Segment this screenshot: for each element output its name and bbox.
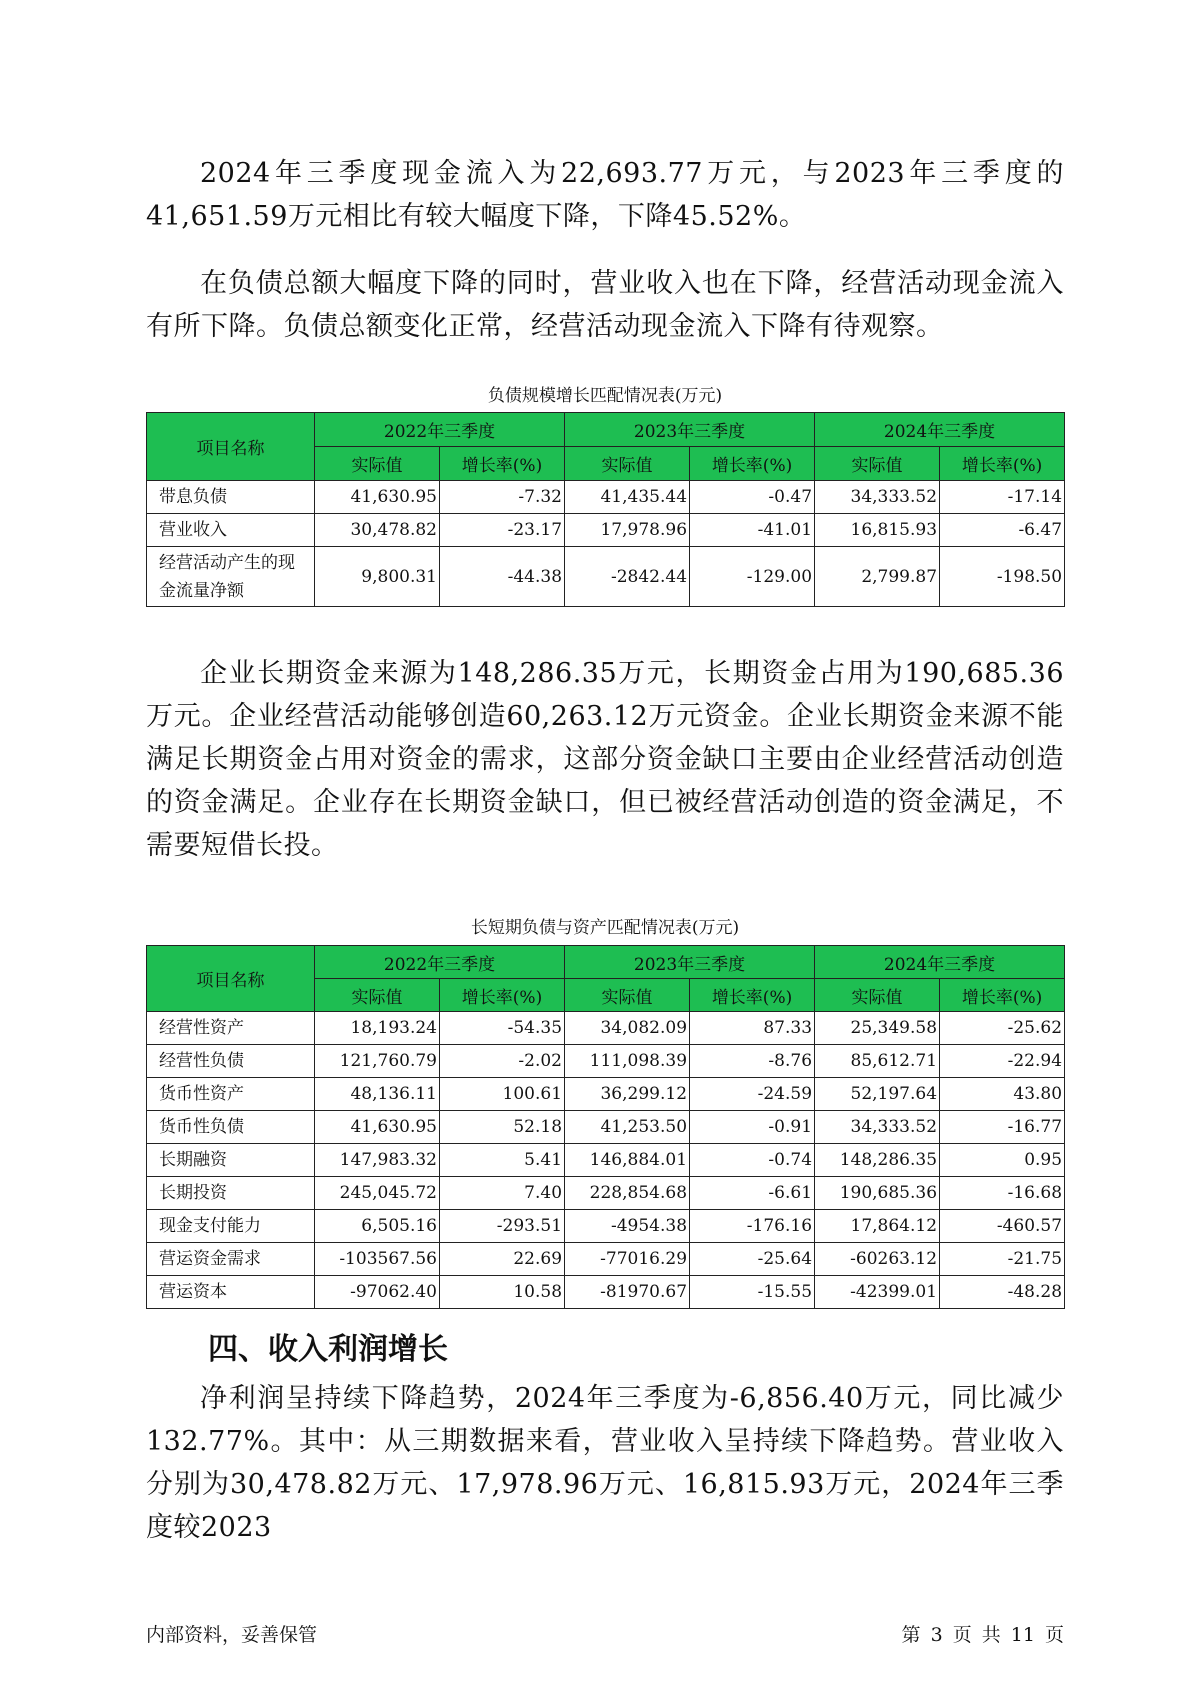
header-period: 2023年三季度 (565, 946, 815, 979)
cell-value: 30,478.82 (315, 514, 440, 547)
cell-value: -4954.38 (565, 1210, 690, 1243)
cell-value: -7.32 (440, 481, 565, 514)
cell-value: -24.59 (690, 1078, 815, 1111)
paragraph-cash-inflow: 2024年三季度现金流入为22,693.77万元，与2023年三季度的41,651.59万元相比有较大幅度下降，下降45.52%。 (146, 158, 1064, 232)
header-actual: 实际值 (565, 979, 690, 1012)
row-name: 货币性负债 (147, 1111, 315, 1144)
cell-value: -0.91 (690, 1111, 815, 1144)
cell-value: 52,197.64 (815, 1078, 940, 1111)
table-row (147, 514, 1065, 547)
cell-value: -0.74 (690, 1144, 815, 1177)
cell-value: -6.61 (690, 1177, 815, 1210)
cell-value: 228,854.68 (565, 1177, 690, 1210)
cell-value: 34,333.52 (815, 1111, 940, 1144)
row-name: 经营性负债 (147, 1045, 315, 1078)
cell-value: 5.41 (440, 1144, 565, 1177)
cell-value: 10.58 (440, 1276, 565, 1309)
row-name: 带息负债 (147, 481, 315, 514)
table-row (147, 1243, 1065, 1276)
cell-value: 17,978.96 (565, 514, 690, 547)
row-name: 营运资本 (147, 1276, 315, 1309)
cell-value: 18,193.24 (315, 1012, 440, 1045)
table-row (147, 1144, 1065, 1177)
header-period: 2023年三季度 (565, 413, 815, 447)
table-row (147, 1012, 1065, 1045)
row-name: 长期投资 (147, 1177, 315, 1210)
cell-value: 2,799.87 (815, 547, 940, 607)
row-name: 现金支付能力 (147, 1210, 315, 1243)
cell-value: 111,098.39 (565, 1045, 690, 1078)
header-item-name: 项目名称 (147, 413, 315, 481)
cell-value: 100.61 (440, 1078, 565, 1111)
header-period: 2022年三季度 (315, 413, 565, 447)
cell-value: -460.57 (940, 1210, 1065, 1243)
table-row (147, 1276, 1065, 1309)
cell-value: 41,630.95 (315, 481, 440, 514)
cell-value: -23.17 (440, 514, 565, 547)
header-period: 2022年三季度 (315, 946, 565, 979)
paragraph-debt-revenue: 在负债总额大幅度下降的同时，营业收入也在下降，经营活动现金流入有所下降。负债总额变化正常，经营活动现金流入下降有待观察。 (146, 268, 1064, 342)
cell-value: 52.18 (440, 1111, 565, 1144)
cell-value: -198.50 (940, 547, 1065, 607)
cell-value: -293.51 (440, 1210, 565, 1243)
cell-value: -17.14 (940, 481, 1065, 514)
cell-value: -60263.12 (815, 1243, 940, 1276)
cell-value: -81970.67 (565, 1276, 690, 1309)
cell-value: 48,136.11 (315, 1078, 440, 1111)
cell-value: -16.77 (940, 1111, 1065, 1144)
cell-value: 85,612.71 (815, 1045, 940, 1078)
table1-caption: 负债规模增长匹配情况表(万元) (487, 386, 723, 406)
row-name: 营运资金需求 (147, 1243, 315, 1276)
cell-value: 6,505.16 (315, 1210, 440, 1243)
cell-value: 121,760.79 (315, 1045, 440, 1078)
cell-value: 9,800.31 (315, 547, 440, 607)
cell-value: 41,435.44 (565, 481, 690, 514)
table-row (147, 1045, 1065, 1078)
cell-value: -97062.40 (315, 1276, 440, 1309)
header-actual: 实际值 (815, 979, 940, 1012)
table-row (147, 1177, 1065, 1210)
paragraph-long-term-funds: 企业长期资金来源为148,286.35万元，长期资金占用为190,685.36万元。企业经营活动能够创造60,263.12万元资金。企业长期资金来源不能满足长期资金占用对资金的需求，这部分资金缺口主要由企业经营活动创造的资金满足。企业存在长期资金缺口，但已被经营活动创造的资金满足，不需要短借长投。 (146, 658, 1064, 861)
cell-value: 22.69 (440, 1243, 565, 1276)
cell-value: 7.40 (440, 1177, 565, 1210)
cell-value: -44.38 (440, 547, 565, 607)
cell-value: -16.68 (940, 1177, 1065, 1210)
cell-value: 17,864.12 (815, 1210, 940, 1243)
cell-value: -25.62 (940, 1012, 1065, 1045)
header-actual: 实际值 (565, 447, 690, 481)
row-name: 经营性资产 (147, 1012, 315, 1045)
cell-value: 16,815.93 (815, 514, 940, 547)
cell-value: -22.94 (940, 1045, 1065, 1078)
cell-value: 41,253.50 (565, 1111, 690, 1144)
table-row (147, 1078, 1065, 1111)
cell-value: -103567.56 (315, 1243, 440, 1276)
cell-value: -2842.44 (565, 547, 690, 607)
cell-value: 148,286.35 (815, 1144, 940, 1177)
cell-value: 245,045.72 (315, 1177, 440, 1210)
cell-value: -21.75 (940, 1243, 1065, 1276)
row-name: 长期融资 (147, 1144, 315, 1177)
cell-value: -41.01 (690, 514, 815, 547)
row-name: 货币性资产 (147, 1078, 315, 1111)
row-name: 营业收入 (147, 514, 315, 547)
cell-value: -77016.29 (565, 1243, 690, 1276)
cell-value: 87.33 (690, 1012, 815, 1045)
paragraph-net-profit: 净利润呈持续下降趋势，2024年三季度为-6,856.40万元，同比减少132.77%。其中：从三期数据来看，营业收入呈持续下降趋势。营业收入分别为30,478.82万元、17,978.96万元、16,815.93万元，2024年三季度较2023 (146, 1383, 1064, 1543)
cell-value: 34,333.52 (815, 481, 940, 514)
header-growth: 增长率(%) (440, 447, 565, 481)
cell-value: -54.35 (440, 1012, 565, 1045)
cell-value: -0.47 (690, 481, 815, 514)
cell-value: 36,299.12 (565, 1078, 690, 1111)
cell-value: 41,630.95 (315, 1111, 440, 1144)
header-growth: 增长率(%) (690, 979, 815, 1012)
cell-value: -6.47 (940, 514, 1065, 547)
cell-value: 147,983.32 (315, 1144, 440, 1177)
row-name: 经营活动产生的现金流量净额 (147, 547, 315, 607)
header-period: 2024年三季度 (815, 946, 1065, 979)
table-row (147, 1210, 1065, 1243)
cell-value: -2.02 (440, 1045, 565, 1078)
cell-value: 25,349.58 (815, 1012, 940, 1045)
cell-value: 43.80 (940, 1078, 1065, 1111)
header-actual: 实际值 (815, 447, 940, 481)
header-actual: 实际值 (315, 447, 440, 481)
footer-page-number: 第 3 页 共 11 页 (901, 1624, 1064, 1646)
debt-asset-match-table (146, 945, 1065, 1309)
header-actual: 实际值 (315, 979, 440, 1012)
header-growth: 增长率(%) (940, 447, 1065, 481)
cell-value: 190,685.36 (815, 1177, 940, 1210)
cell-value: -15.55 (690, 1276, 815, 1309)
header-growth: 增长率(%) (440, 979, 565, 1012)
table-row (147, 1111, 1065, 1144)
cell-value: 34,082.09 (565, 1012, 690, 1045)
cell-value: -25.64 (690, 1243, 815, 1276)
section-heading: 四、收入利润增长 (208, 1332, 448, 1367)
cell-value: -42399.01 (815, 1276, 940, 1309)
cell-value: 0.95 (940, 1144, 1065, 1177)
header-item-name: 项目名称 (147, 946, 315, 1012)
header-growth: 增长率(%) (690, 447, 815, 481)
header-period: 2024年三季度 (815, 413, 1065, 447)
footer-confidential-note: 内部资料，妥善保管 (146, 1624, 318, 1646)
table-row (147, 547, 1065, 607)
cell-value: -48.28 (940, 1276, 1065, 1309)
debt-scale-table (146, 412, 1065, 607)
cell-value: 146,884.01 (565, 1144, 690, 1177)
cell-value: -176.16 (690, 1210, 815, 1243)
table2-caption: 长短期负债与资产匹配情况表(万元) (470, 918, 740, 938)
cell-value: -8.76 (690, 1045, 815, 1078)
table-row (147, 481, 1065, 514)
cell-value: -129.00 (690, 547, 815, 607)
header-growth: 增长率(%) (940, 979, 1065, 1012)
